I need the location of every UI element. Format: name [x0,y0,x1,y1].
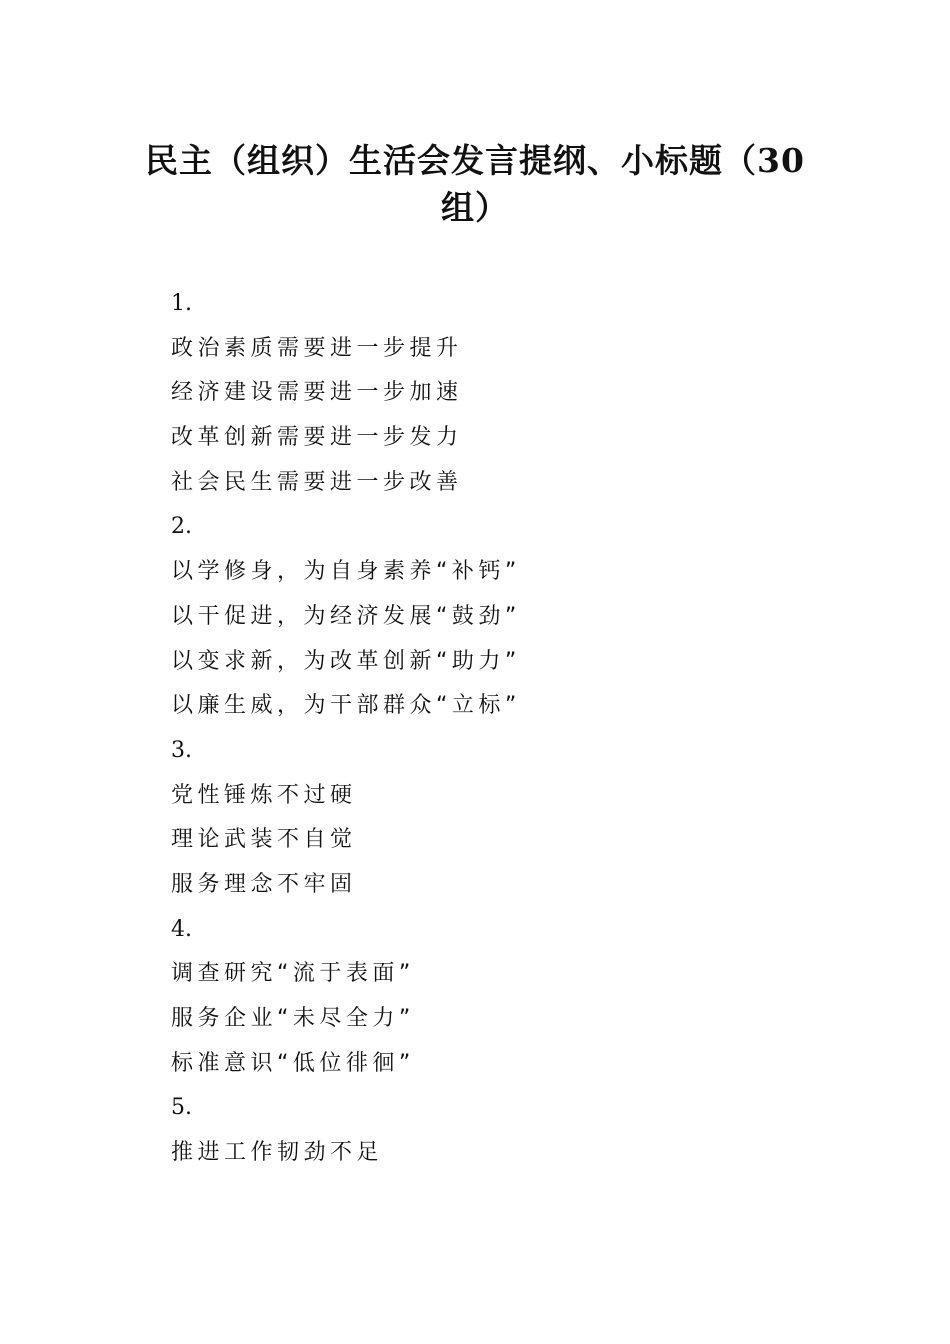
list-item: 服务企业“未尽全力” [171,1006,415,1031]
list-item: 以学修身，为自身素养“补钙” [171,559,521,585]
section-number: 1. [171,291,192,316]
list-item: 经济建设需要进一步加速 [171,380,463,406]
list-item: 社会民生需要进一步改善 [171,469,463,495]
document-title: 民主（组织）生活会发言提纲、小标题（30组） [145,141,805,227]
list-item: 党性锤炼不过硬 [171,782,357,808]
list-item: 调查研究“流于表面” [171,961,415,987]
section-number: 5. [171,1095,192,1121]
document-body [171,282,851,1176]
list-item: 标准意识“低位徘徊” [171,1050,415,1076]
section-number: 2. [171,514,192,540]
list-item: 理论武装不自觉 [171,827,357,853]
list-item: 以廉生威，为干部群众“立标” [171,693,521,719]
list-item: 以干促进，为经济发展“鼓劲” [171,603,521,629]
list-item: 服务理念不牢固 [171,871,357,897]
list-item: 改革创新需要进一步发力 [171,425,463,451]
section-number: 3. [171,737,192,763]
section-number: 4. [171,916,192,942]
list-item: 政治素质需要进一步提升 [171,335,463,361]
list-item: 推进工作韧劲不足 [171,1140,384,1166]
list-item: 以变求新，为改革创新“助力” [171,648,521,674]
